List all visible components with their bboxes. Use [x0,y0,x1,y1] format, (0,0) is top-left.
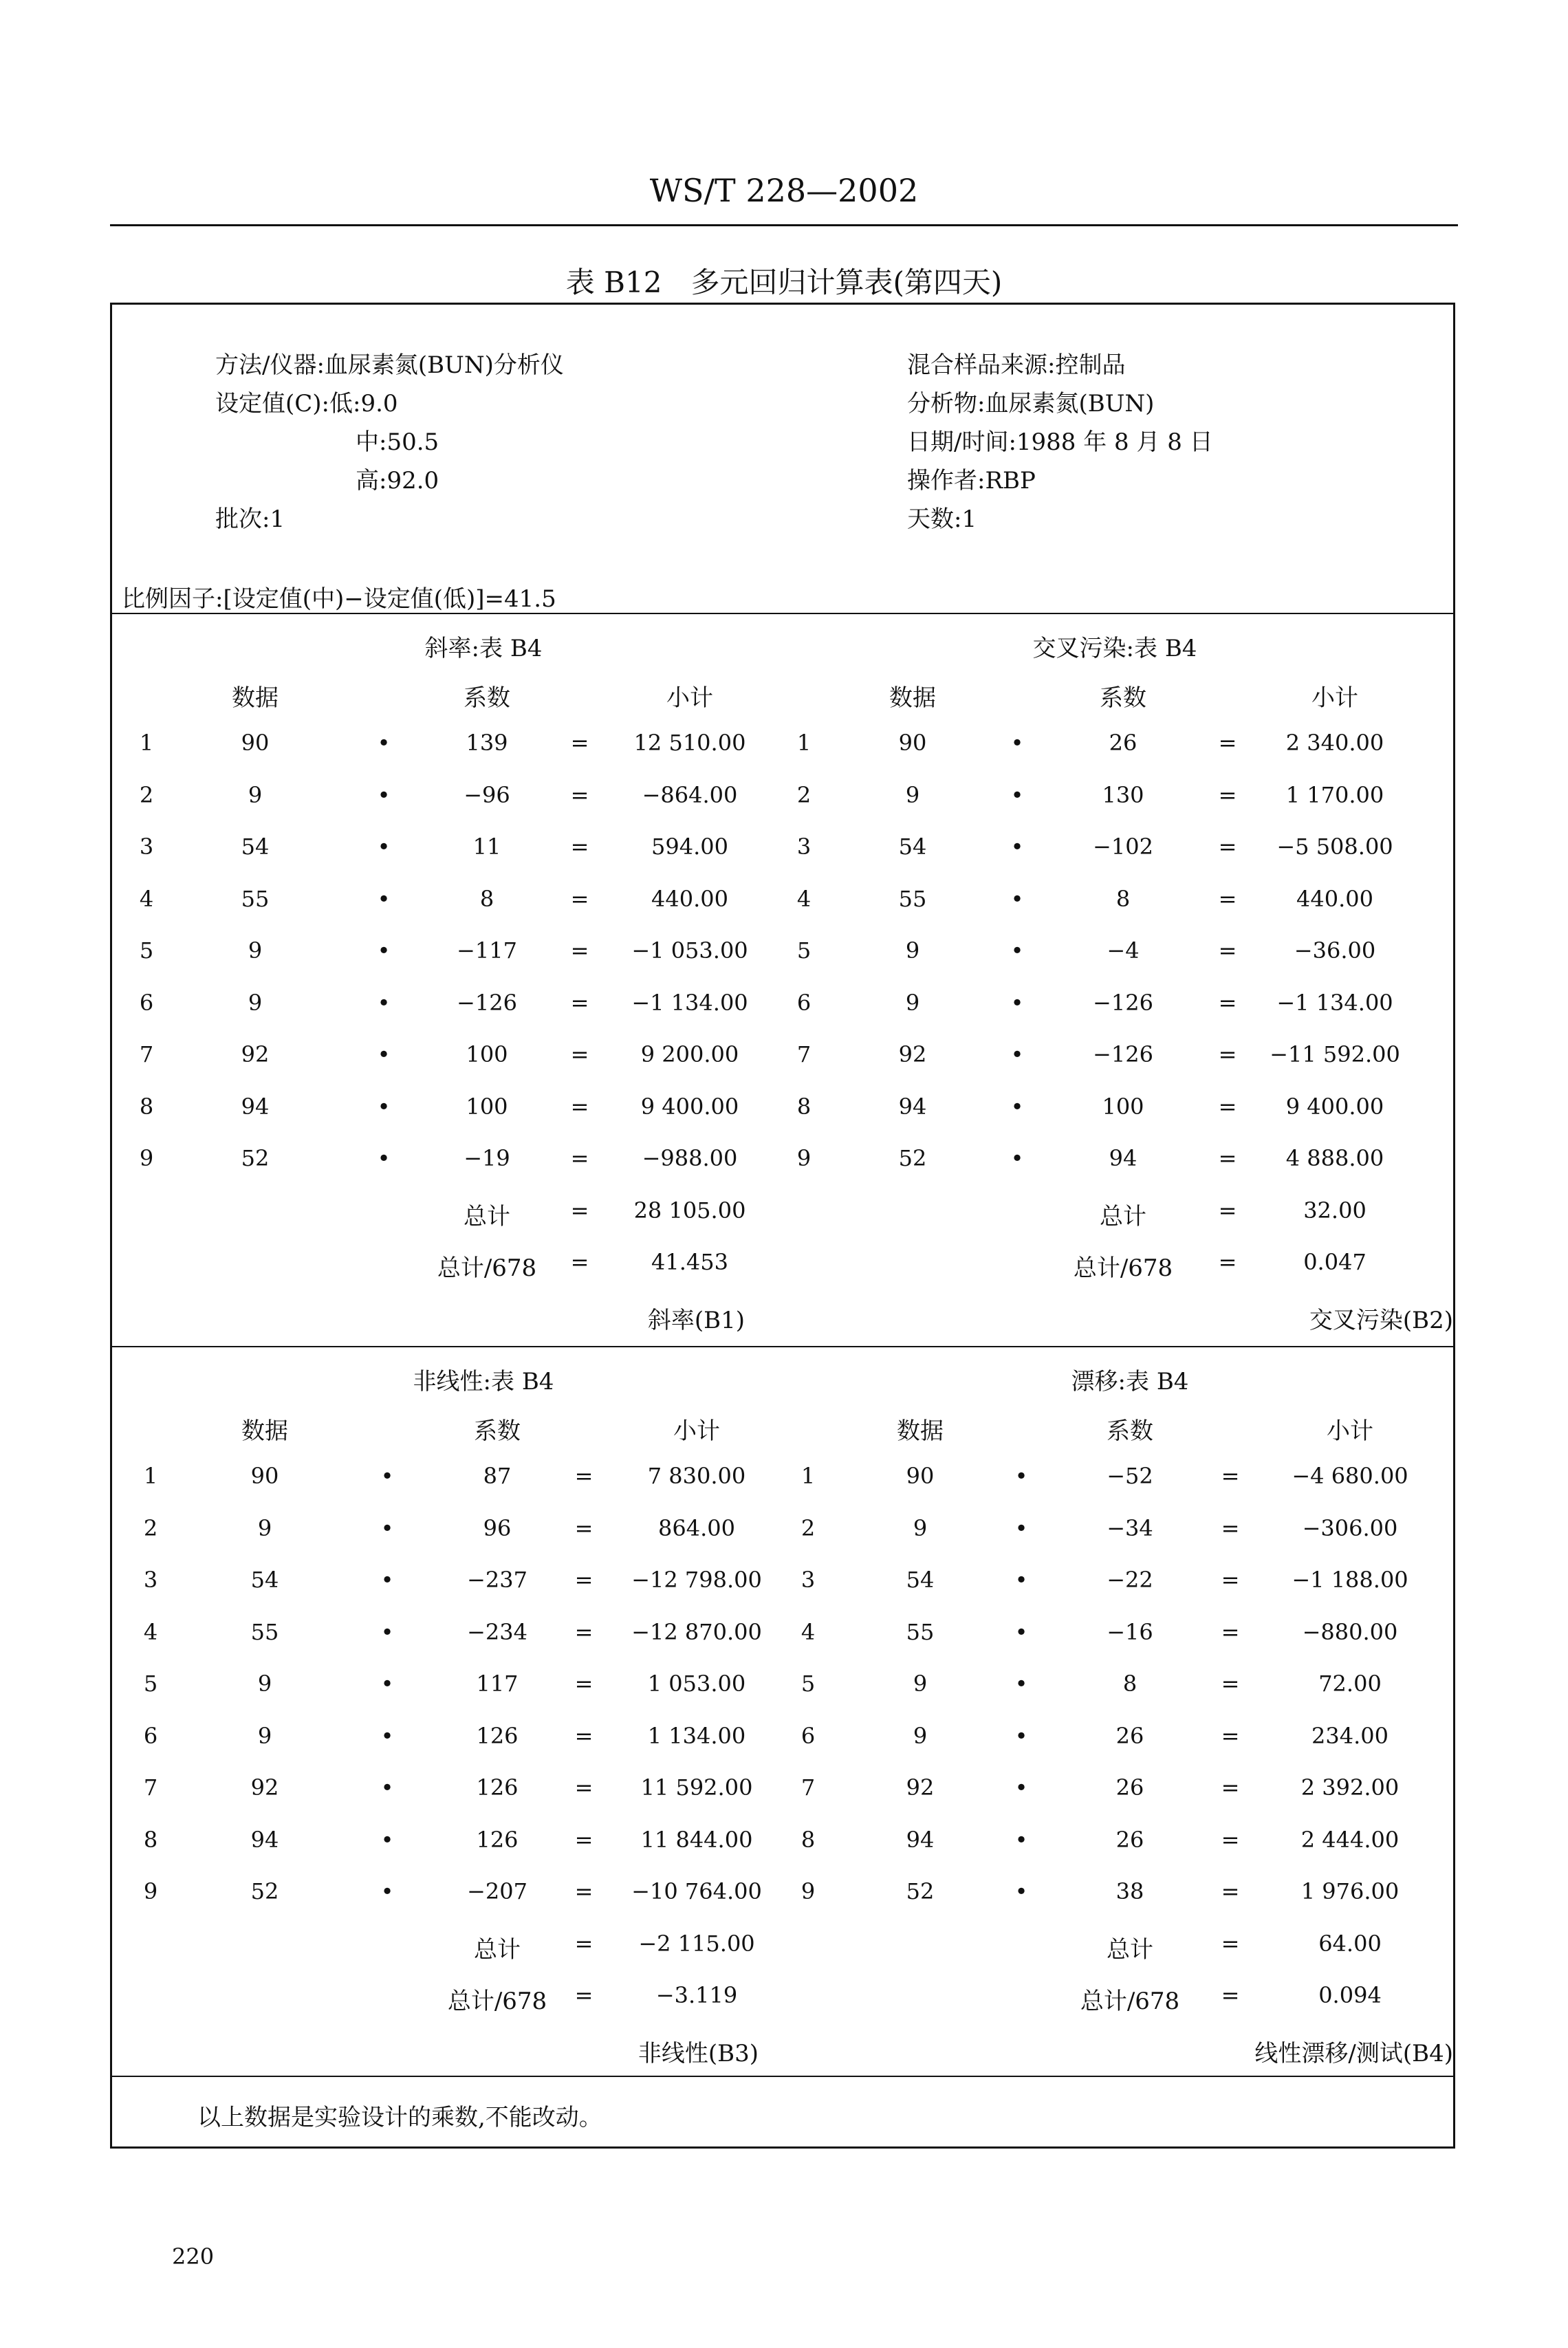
row-subtotal: −1 053.00 [631,937,748,964]
total-value: 64.00 [1318,1930,1382,1957]
equals-sign: = [570,937,589,964]
divider-info [112,613,1453,614]
row-subtotal: 2 444.00 [1300,1826,1400,1853]
multiply-dot: • [1014,1514,1028,1541]
regression-table [110,303,1455,2149]
row-subtotal: −1 134.00 [1276,989,1393,1016]
total-label: 总计 [1107,1935,1153,1964]
section-title: 交叉污染:表 B4 [1032,635,1197,662]
equals-sign: = [1221,1774,1240,1801]
multiply-dot: • [1010,781,1024,808]
row-index: 8 [801,1826,816,1853]
page-number: 220 [172,2243,215,2270]
row-coefficient: 130 [1102,781,1144,808]
equals-sign: = [574,1722,594,1749]
row-coefficient: 26 [1115,1774,1144,1801]
row-coefficient: −117 [457,937,517,964]
section-title: 非线性:表 B4 [413,1368,554,1395]
equals-sign: = [1218,1249,1237,1275]
row-data-value: 9 [913,1671,928,1697]
row-coefficient: 87 [483,1463,512,1489]
row-coefficient: 100 [466,1093,508,1120]
section-title: 漂移:表 B4 [1071,1368,1189,1395]
row-subtotal: −5 508.00 [1276,834,1393,860]
row-index: 2 [801,1514,816,1541]
multiply-dot: • [377,834,391,860]
multiply-dot: • [377,937,391,964]
average-label: 总计/678 [447,1988,547,2015]
row-coefficient: 139 [466,730,508,756]
equals-sign: = [570,1093,589,1120]
row-subtotal: −988.00 [642,1145,738,1171]
multiply-dot: • [380,1722,394,1749]
multiply-dot: • [1010,1041,1024,1067]
row-subtotal: −12 798.00 [631,1567,762,1593]
divider-footer [112,2076,1453,2077]
info-datetime: 日期/时间:1988 年 8 月 8 日 [907,428,1213,456]
row-coefficient: 126 [476,1826,519,1853]
column-header-data: 数据 [232,684,279,712]
equals-sign: = [570,834,589,860]
row-subtotal: 2 340.00 [1285,730,1384,756]
result-label: 斜率(B1) [647,1306,745,1334]
row-coefficient: −126 [1093,989,1153,1016]
row-subtotal: 440.00 [1296,885,1373,912]
equals-sign: = [1218,989,1237,1016]
row-subtotal: −306.00 [1302,1514,1398,1541]
equals-sign: = [1221,1514,1240,1541]
row-data-value: 92 [906,1774,935,1801]
equals-sign: = [1221,1618,1240,1645]
multiply-dot: • [1014,1618,1028,1645]
row-coefficient: 96 [483,1514,512,1541]
column-header-subtotal: 小计 [666,684,713,712]
row-coefficient: −126 [457,989,517,1016]
row-subtotal: 1 134.00 [647,1722,746,1749]
average-value: −3.119 [655,1982,738,2008]
equals-sign: = [570,1041,589,1067]
row-index: 6 [139,989,154,1016]
row-index: 5 [139,937,154,964]
multiply-dot: • [380,1514,394,1541]
multiply-dot: • [380,1618,394,1645]
equals-sign: = [570,781,589,808]
row-coefficient: 117 [476,1671,519,1697]
multiply-dot: • [380,1671,394,1697]
multiply-dot: • [1010,989,1024,1016]
row-subtotal: 864.00 [658,1514,735,1541]
row-data-value: 54 [906,1567,935,1593]
divider-middle [112,1346,1453,1347]
row-index: 9 [143,1878,158,1904]
row-data-value: 94 [241,1093,270,1120]
row-subtotal: −1 134.00 [631,989,748,1016]
row-index: 7 [796,1041,812,1067]
total-value: 32.00 [1303,1197,1366,1224]
equals-sign: = [570,989,589,1016]
row-coefficient: −207 [467,1878,527,1904]
row-coefficient: −102 [1093,834,1153,860]
column-header-subtotal: 小计 [1327,1417,1373,1445]
equals-sign: = [570,885,589,912]
total-value: 28 105.00 [633,1197,746,1224]
row-data-value: 9 [913,1514,928,1541]
row-data-value: 52 [241,1145,270,1171]
info-analyte: 分析物:血尿素氮(BUN) [907,390,1155,417]
equals-sign: = [574,1982,594,2008]
row-data-value: 90 [250,1463,279,1489]
row-data-value: 9 [248,781,263,808]
row-index: 8 [143,1826,158,1853]
equals-sign: = [574,1671,594,1697]
row-index: 5 [796,937,812,964]
row-index: 1 [139,730,154,756]
row-subtotal: 72.00 [1318,1671,1382,1697]
row-data-value: 54 [250,1567,279,1593]
row-data-value: 55 [250,1618,279,1645]
row-data-value: 55 [241,885,270,912]
multiply-dot: • [377,989,391,1016]
row-data-value: 9 [257,1671,272,1697]
column-header-coef: 系数 [474,1417,521,1445]
row-index: 2 [796,781,812,808]
row-index: 6 [143,1722,158,1749]
multiply-dot: • [1010,1145,1024,1171]
result-label: 交叉污染(B2) [1309,1306,1453,1334]
equals-sign: = [574,1774,594,1801]
row-subtotal: 1 170.00 [1285,781,1384,808]
column-header-subtotal: 小计 [1311,684,1358,712]
multiply-dot: • [1014,1826,1028,1853]
column-header-data: 数据 [241,1417,288,1445]
row-coefficient: −4 [1107,937,1140,964]
row-data-value: 52 [906,1878,935,1904]
equals-sign: = [1218,885,1237,912]
info-set-low: 设定值(C):低:9.0 [215,390,398,417]
row-data-value: 54 [241,834,270,860]
row-index: 4 [139,885,154,912]
row-subtotal: −36.00 [1294,937,1376,964]
info-operator: 操作者:RBP [907,467,1036,494]
column-header-data: 数据 [889,684,936,712]
row-index: 8 [796,1093,812,1120]
multiply-dot: • [1010,937,1024,964]
row-index: 4 [801,1618,816,1645]
row-index: 4 [143,1618,158,1645]
row-data-value: 9 [257,1722,272,1749]
row-subtotal: 9 400.00 [1285,1093,1384,1120]
multiply-dot: • [1010,834,1024,860]
result-label: 非线性(B3) [638,2039,759,2067]
row-data-value: 92 [241,1041,270,1067]
equals-sign: = [1218,1145,1237,1171]
row-coefficient: −22 [1107,1567,1153,1593]
row-coefficient: 100 [1102,1093,1144,1120]
equals-sign: = [1221,1930,1240,1957]
average-label: 总计/678 [437,1254,537,1282]
equals-sign: = [1221,1982,1240,2008]
column-header-coef: 系数 [1100,684,1146,712]
row-data-value: 90 [906,1463,935,1489]
average-label: 总计/678 [1080,1988,1180,2015]
multiply-dot: • [377,1093,391,1120]
row-coefficient: −96 [464,781,510,808]
row-coefficient: −237 [467,1567,527,1593]
header-rule [110,224,1458,226]
equals-sign: = [570,1197,589,1224]
row-subtotal: 440.00 [651,885,728,912]
row-subtotal: −880.00 [1302,1618,1398,1645]
multiply-dot: • [377,1041,391,1067]
row-coefficient: 100 [466,1041,508,1067]
row-data-value: 9 [257,1514,272,1541]
row-coefficient: 38 [1115,1878,1144,1904]
document-header: WS/T 228—2002 [649,172,919,209]
row-coefficient: 8 [1122,1671,1137,1697]
row-index: 1 [143,1463,158,1489]
equals-sign: = [1218,1093,1237,1120]
row-data-value: 9 [905,937,920,964]
row-coefficient: 26 [1115,1826,1144,1853]
equals-sign: = [1221,1463,1240,1489]
equals-sign: = [574,1514,594,1541]
row-index: 5 [801,1671,816,1697]
row-subtotal: 7 830.00 [647,1463,746,1489]
multiply-dot: • [1014,1463,1028,1489]
row-coefficient: 8 [479,885,494,912]
row-data-value: 9 [905,781,920,808]
row-data-value: 90 [241,730,270,756]
row-subtotal: 11 844.00 [640,1826,753,1853]
multiply-dot: • [380,1826,394,1853]
equals-sign: = [1218,1197,1237,1224]
row-coefficient: −234 [467,1618,527,1645]
row-data-value: 94 [906,1826,935,1853]
row-subtotal: 9 200.00 [640,1041,739,1067]
row-coefficient: −34 [1107,1514,1153,1541]
row-subtotal: 12 510.00 [633,730,746,756]
row-data-value: 55 [906,1618,935,1645]
row-index: 9 [801,1878,816,1904]
average-value: 0.094 [1318,1982,1382,2008]
column-header-subtotal: 小计 [673,1417,720,1445]
row-data-value: 9 [248,937,263,964]
row-subtotal: 9 400.00 [640,1093,739,1120]
equals-sign: = [570,730,589,756]
row-coefficient: 11 [472,834,501,860]
equals-sign: = [1221,1567,1240,1593]
row-index: 6 [801,1722,816,1749]
equals-sign: = [574,1618,594,1645]
equals-sign: = [570,1145,589,1171]
equals-sign: = [1218,1041,1237,1067]
column-header-coef: 系数 [464,684,510,712]
average-value: 41.453 [651,1249,728,1275]
row-subtotal: 11 592.00 [640,1774,753,1801]
row-index: 3 [796,834,812,860]
multiply-dot: • [380,1567,394,1593]
row-subtotal: 4 888.00 [1285,1145,1384,1171]
row-index: 1 [801,1463,816,1489]
row-data-value: 9 [913,1722,928,1749]
row-coefficient: −16 [1107,1618,1153,1645]
multiply-dot: • [380,1878,394,1904]
info-set-mid: 中:50.5 [356,428,439,456]
row-subtotal: −11 592.00 [1270,1041,1400,1067]
row-index: 3 [143,1567,158,1593]
row-subtotal: 1 976.00 [1300,1878,1400,1904]
row-subtotal: −4 680.00 [1292,1463,1408,1489]
multiply-dot: • [1014,1722,1028,1749]
row-coefficient: 126 [476,1722,519,1749]
row-index: 2 [139,781,154,808]
row-index: 8 [139,1093,154,1120]
multiply-dot: • [1014,1878,1028,1904]
row-subtotal: −10 764.00 [631,1878,762,1904]
row-index: 7 [143,1774,158,1801]
row-data-value: 94 [898,1093,927,1120]
equals-sign: = [574,1878,594,1904]
total-value: −2 115.00 [638,1930,755,1957]
multiply-dot: • [1014,1671,1028,1697]
column-header-data: 数据 [897,1417,944,1445]
scale-factor: 比例因子:[设定值(中)−设定值(低)]=41.5 [122,585,556,613]
row-index: 4 [796,885,812,912]
multiply-dot: • [377,730,391,756]
info-batch: 批次:1 [215,506,285,533]
equals-sign: = [1218,834,1237,860]
section-title: 斜率:表 B4 [424,635,543,662]
equals-sign: = [1221,1826,1240,1853]
equals-sign: = [570,1249,589,1275]
multiply-dot: • [1010,885,1024,912]
multiply-dot: • [1010,730,1024,756]
equals-sign: = [1218,937,1237,964]
row-index: 9 [796,1145,812,1171]
row-coefficient: −52 [1107,1463,1153,1489]
row-subtotal: 1 053.00 [647,1671,746,1697]
equals-sign: = [574,1463,594,1489]
total-label: 总计 [1100,1202,1146,1230]
equals-sign: = [574,1826,594,1853]
row-coefficient: −126 [1093,1041,1153,1067]
multiply-dot: • [1010,1093,1024,1120]
row-data-value: 92 [898,1041,927,1067]
info-method: 方法/仪器:血尿素氮(BUN)分析仪 [215,351,564,379]
total-label: 总计 [474,1935,521,1964]
row-index: 2 [143,1514,158,1541]
equals-sign: = [1221,1878,1240,1904]
row-subtotal: 234.00 [1311,1722,1389,1749]
row-data-value: 90 [898,730,927,756]
equals-sign: = [1221,1722,1240,1749]
average-value: 0.047 [1303,1249,1366,1275]
row-subtotal: −1 188.00 [1292,1567,1408,1593]
row-index: 5 [143,1671,158,1697]
info-days: 天数:1 [907,506,977,533]
row-data-value: 9 [248,989,263,1016]
info-set-high: 高:92.0 [356,467,439,494]
multiply-dot: • [380,1463,394,1489]
multiply-dot: • [1014,1774,1028,1801]
row-data-value: 9 [905,989,920,1016]
row-coefficient: −19 [464,1145,510,1171]
row-data-value: 52 [898,1145,927,1171]
equals-sign: = [574,1567,594,1593]
row-subtotal: 594.00 [651,834,728,860]
row-index: 9 [139,1145,154,1171]
total-label: 总计 [464,1202,510,1230]
row-data-value: 52 [250,1878,279,1904]
average-label: 总计/678 [1073,1254,1173,1282]
row-subtotal: −12 870.00 [631,1618,762,1645]
equals-sign: = [574,1930,594,1957]
footer-note: 以上数据是实验设计的乘数,不能改动。 [197,2104,602,2131]
row-index: 3 [801,1567,816,1593]
equals-sign: = [1218,730,1237,756]
multiply-dot: • [377,885,391,912]
row-subtotal: −864.00 [642,781,738,808]
row-index: 7 [139,1041,154,1067]
row-coefficient: 126 [476,1774,519,1801]
row-index: 6 [796,989,812,1016]
multiply-dot: • [1014,1567,1028,1593]
equals-sign: = [1221,1671,1240,1697]
row-coefficient: 94 [1109,1145,1137,1171]
row-data-value: 54 [898,834,927,860]
column-header-coef: 系数 [1107,1417,1153,1445]
row-coefficient: 26 [1115,1722,1144,1749]
multiply-dot: • [377,781,391,808]
row-data-value: 55 [898,885,927,912]
row-index: 7 [801,1774,816,1801]
row-index: 3 [139,834,154,860]
table-title: 表 B12 多元回归计算表(第四天) [565,265,1003,299]
row-data-value: 94 [250,1826,279,1853]
multiply-dot: • [377,1145,391,1171]
row-subtotal: 2 392.00 [1300,1774,1400,1801]
equals-sign: = [1218,781,1237,808]
row-coefficient: 26 [1109,730,1137,756]
row-coefficient: 8 [1115,885,1131,912]
row-index: 1 [796,730,812,756]
row-data-value: 92 [250,1774,279,1801]
info-sample-source: 混合样品来源:控制品 [907,351,1126,379]
result-label: 线性漂移/测试(B4) [1254,2039,1453,2067]
multiply-dot: • [380,1774,394,1801]
